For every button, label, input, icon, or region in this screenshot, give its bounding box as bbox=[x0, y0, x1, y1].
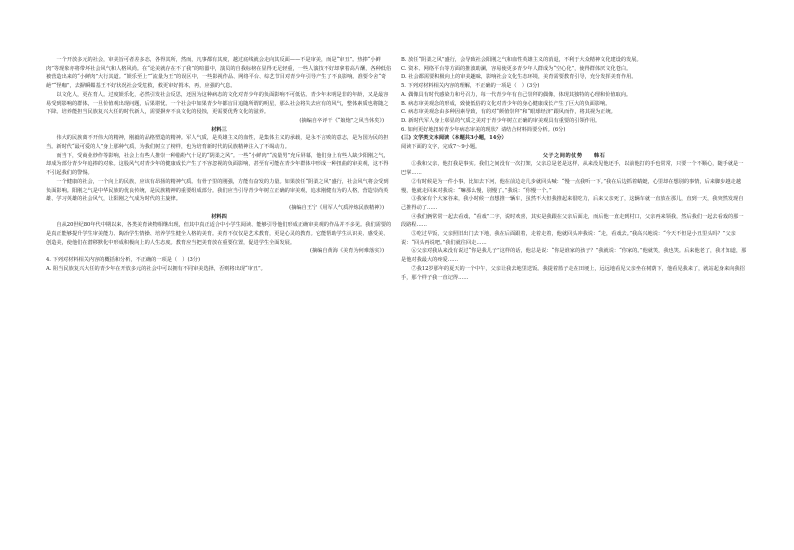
right-column-para: C. 资本、网络平台等方面的推波助澜，容易使更多青少年人群成为“空心化”，使得群体厌文化苍白。 bbox=[401, 65, 632, 72]
left-column-para: (摘编自王宁《用军人气质淬炼民族精神》) bbox=[289, 204, 384, 211]
right-column-para: 5. 下列对材料相关内容的理解，不正确的一项是（ ）(3分) bbox=[401, 83, 540, 90]
right-column-para: C. 病态审美观念由多种因素导致，有的对“颜值崇拜”和“眼球经济”跟风而作，将其视为正统。 bbox=[401, 109, 616, 116]
right-column-para: D. 新时代军人身上彰显的气质之美对于青少年树立正确的审美观具有重要的引领作用。 bbox=[401, 117, 601, 124]
left-column-para: (摘编自黄海《美育为何难落实》) bbox=[309, 248, 384, 255]
left-column-para: 材料三 bbox=[211, 126, 227, 133]
left-column-para: 一个健康的社会，一个向上的民族，应该有昂扬的精神气质。有骨子里的刚强，方能有奋发的力量。如果放任“阴柔之风”盛行，社会风气将会受到负面影响。阳刚之气是中华民族的优良传统，是民族精神的重要组成部分。我们应当引导青少年树立正确的审美观，追求刚健有为的人格，营造崇尚英雄、学习英雄的社会风气，让阳刚之气成为时代的主旋律。 bbox=[46, 178, 389, 203]
left-column-para: 4. 下列对材料相关内容的概括和分析，不正确的一项是（ ）(3分) bbox=[46, 257, 201, 264]
left-column-para: 伟大的民族离不开伟大的精神，刚毅的品格塑造的精神。军人气质，是英雄主义的血性，是集体主义的承载，是永不言败的意志，是为国为民的担当。新时代“最可爱的人”身上那种气质，为我们树立了榜样，也为培育新时代的民族精神注入了不竭动力。 bbox=[46, 135, 389, 151]
left-column-para: 而当下，受商业炒作等影响，社会上有些人推崇一种脂粉气十足的“阴柔之风”。一些“小鲜肉”“流量男”充斥屏幕，他们身上有些人缺少阳刚之气，却成为部分青少年追捧的对象。这股风气对青少年的健康成长产生了不容忽视的负面影响，甚至有可能在青少年群体中形成一种扭曲的审美观，这不得不引起我们的警惕。 bbox=[46, 152, 389, 177]
right-column bbox=[401, 56, 747, 282]
left-column-para: 一个开放多元的社会，审美旨可者差多态，各得其所，然而，凡事都有其度，越过底线就会走向其反面——不是审美，而是“审丑”。热捧“小鲜肉”等现象亦将带坏社会风气和人格风尚。在“论美就存在不了我”的喧嚣中，演员的自我标榜在显得无足轻重，一些人演技不好却拿着高片酬，各种低俗被营造出来的“小鲜肉”大行其道。“娱乐至上”“流量为王”的误区中，一些影视作品、网络平台、综艺节目对青少年引导产生了不良影响。准要令舍“奇葩”“怪咖”，去摒瞬媚基王不好状况社会受危救，救更审好拇本，再，应强的气息。 bbox=[46, 57, 392, 90]
left-column-para: 自从20世纪80年代中期以来，各类美育读物相继出现，但其中真正适合中小学生阅读、能够引导他们形成正确审美观的作品并不多见。我们需要的是真正能够提升学生审美能力、陶冶学生情操、培养学生健全人格的美育。美育不仅仅是艺术教育，更是心灵的教育。它能帮助学生认识美、感受美、创造美，使他们在潜移默化中形成积极向上的人生态度。教育应当把美育放在重要位置，促进学生全面发展。 bbox=[46, 222, 392, 246]
left-column-para: 以文化人，更在育人。过度娱乐化，必然引发社会反思，还因为这种病态的文化对青少年的负面影响不可低估。青少年未明是非的年龄，又是最容易受到影响的群体，一旦价值观出现问题，后果堪忧。一个社会中如果青少年都盲目追随所谓的明星，那么社会将失去应有的风气，整体素质也将随之下降。培养能担当民族复兴大任的时代新人，需要摒弃不良文化的侵蚀，更需要优秀文化的滋养。 bbox=[46, 91, 389, 116]
left-column-para: (摘编自卒评干《“娘炮”之风当休矣》) bbox=[299, 117, 384, 124]
right-column-para: (三) 文学类文本阅读（本题共3小题，14分） bbox=[401, 135, 507, 142]
right-column-para: B. 病态审美观念的形成，致使低俗的文化对青少年的身心健康成长产生了巨大的负面影响。 bbox=[401, 100, 611, 107]
right-column-para: A. 偶像具有时代感染力和号召力，每一代青少年有自己崇拜的偶像，体现其独特的心理和价值取向。 bbox=[401, 91, 632, 98]
right-column-para: ⑥父亲对我从来没有说过“你是我儿子”这样的话，他总是说：“你是谁家的孩子？”我就说：“你家的。”他就笑，我也笑。后来他老了，我才知道，那是他对我最大的疼爱…… bbox=[401, 248, 747, 264]
right-column-para: ③我家有个大家谷来，我小时候一直想推一辆车，虽然不大但我推起来很吃力，后来父亲死了，这辆车就一直放在那儿，直到一天，我突然发现自己推得动了…… bbox=[401, 196, 744, 211]
right-column-para: ①我和父亲，他打我是事实。我们之间没有一次打架，父亲总是老是这样，从来没见他还手，以前他打的手也常常，只要一个不顺心，随手就是一巴掌…… bbox=[401, 161, 744, 177]
right-column-para: 阅读下面的文字，完成7～9小题。 bbox=[401, 144, 481, 151]
right-column-para: D. 社会都需要积极向上的审美趣味，影响社会文化生态环境，美育需要教育引导，充分发挥美育作用。 bbox=[401, 74, 637, 81]
right-column-para: 父子之间的仗势 韩石 bbox=[542, 152, 606, 159]
right-column-para: ④我们俩常常一起去看戏，“看戏”二字，说时欢喜，其实是我跟在父亲后面走，而后他一直走到村口，父亲再来领我，然后我们一起去看戏的那一段路程…… bbox=[401, 213, 744, 229]
right-column-para: B. 放任“阴柔之风”盛行，会导致社会阳刚之气和血性英雄主义的消退，不利于大众精神文化建设的发展。 bbox=[401, 57, 642, 63]
left-column-para: A. 阻当民族复兴大任的青少年在开放多元的社会中可以拥有不同审美选择，否则将出现“审丑”。 bbox=[46, 265, 266, 272]
left-column bbox=[46, 56, 392, 274]
left-column-para: 材料四 bbox=[211, 213, 227, 220]
right-column-para: ②有时候是为一件小事，比如去下河，他在前边走几步就回头喊：“慢一点我听一下。”我在后边抓着蜻蜓，心里却在想别的事情，后来脚步越走越慢，他就走回来对我说：“嘛那么慢，别慢了。”我说：“你慢一个。” bbox=[401, 178, 741, 194]
right-column-para: ⑤吃过早饭，父亲照旧出门去下地，我在后面跟着，走着走着，他就回头冲我说：“走，看戏去。”我高兴地说：“今天不但是小丑里头吗？”父亲说：“回头再说吧。”我们就往回走…… bbox=[401, 231, 736, 246]
right-column-para: 6. 如何更好地扭转青少年病态审美的现状？请结合材料简要分析。(6分) bbox=[401, 126, 566, 133]
right-column-para: ⑦我12岁那年的夏天的一个中午，父亲让我去地里送饭。我提着篮子走在田埂上，远远地看见父亲坐在树荫下，他看见我来了，就站起身来向我招手，那个样子我一直记得…… bbox=[401, 265, 745, 281]
